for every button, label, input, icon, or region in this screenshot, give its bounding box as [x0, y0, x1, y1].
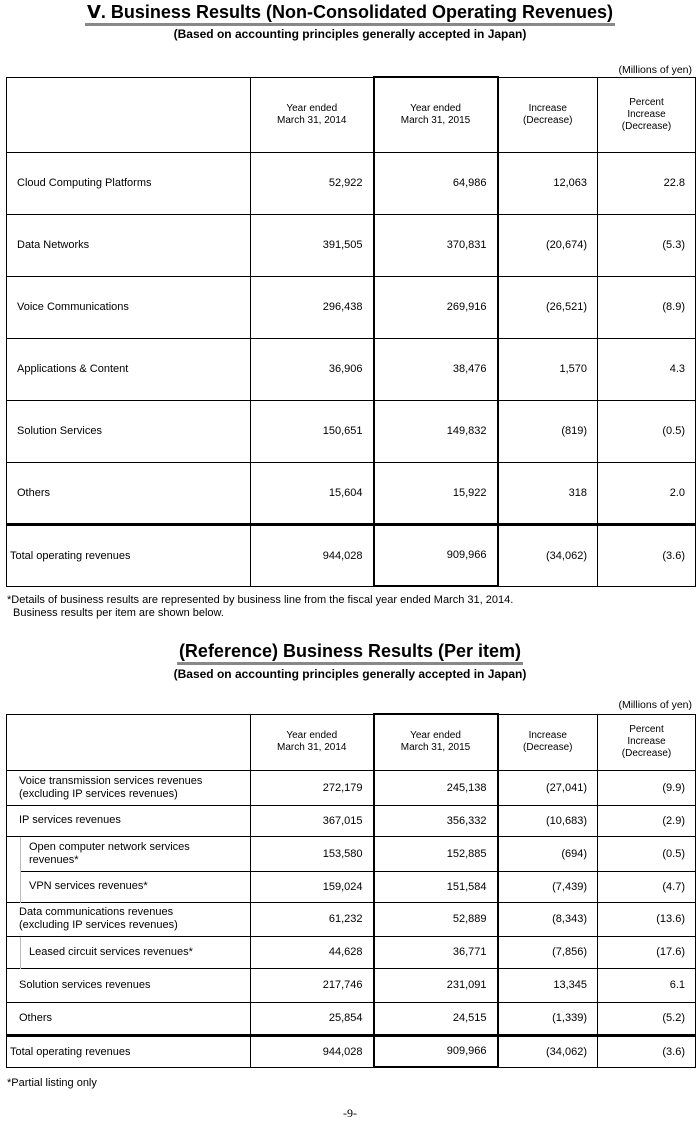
- value-increase: (27,041): [498, 770, 598, 805]
- value-increase: (26,521): [498, 276, 598, 338]
- row-label: Solution services revenues: [7, 968, 251, 1002]
- value-percent: (5.2): [598, 1002, 696, 1035]
- value-increase: (8,343): [498, 902, 598, 936]
- table-row: [7, 462, 696, 524]
- value-2015: 152,885: [374, 836, 498, 871]
- row-label: Total operating revenues: [7, 524, 251, 586]
- value-increase: (7,439): [498, 871, 598, 902]
- value-increase: (10,683): [498, 805, 598, 836]
- value-2015: 245,138: [374, 770, 498, 805]
- value-percent: (3.6): [598, 1035, 696, 1067]
- value-percent: (8.9): [598, 276, 696, 338]
- row-label: Leased circuit services revenues*: [21, 936, 251, 968]
- section2-footnote: *Partial listing only: [7, 1077, 97, 1089]
- table-row: [7, 902, 696, 936]
- section2-units: (Millions of yen): [618, 699, 692, 711]
- value-2014: 150,651: [251, 400, 374, 462]
- value-2014: 391,505: [251, 214, 374, 276]
- value-increase: (7,856): [498, 936, 598, 968]
- value-2015: 24,515: [374, 1002, 498, 1035]
- value-percent: 22.8: [598, 152, 696, 214]
- section1-units: (Millions of yen): [618, 64, 692, 76]
- header-percent: Percent Increase (Decrease): [598, 77, 696, 152]
- value-percent: (3.6): [598, 524, 696, 586]
- section2-title: (Reference) Business Results (Per item): [0, 641, 700, 662]
- value-increase: (819): [498, 400, 598, 462]
- page-number: -9-: [343, 1106, 357, 1120]
- value-percent: (5.3): [598, 214, 696, 276]
- row-label: Total operating revenues: [7, 1035, 251, 1067]
- value-increase: 13,345: [498, 968, 598, 1002]
- header-increase: Increase (Decrease): [498, 714, 598, 770]
- value-2015: 909,966: [374, 1035, 498, 1067]
- value-2015: 15,922: [374, 462, 498, 524]
- header-2015: Year ended March 31, 2015: [374, 77, 498, 152]
- value-increase: (1,339): [498, 1002, 598, 1035]
- total-row: [7, 1035, 696, 1067]
- table-row: [7, 1002, 696, 1035]
- table-row: [7, 338, 696, 400]
- value-2015: 52,889: [374, 902, 498, 936]
- table-row: [7, 276, 696, 338]
- row-label: VPN services revenues*: [21, 871, 251, 902]
- row-label: IP services revenues: [7, 805, 251, 836]
- value-percent: (9.9): [598, 770, 696, 805]
- value-2015: 370,831: [374, 214, 498, 276]
- value-2014: 944,028: [251, 524, 374, 586]
- value-2014: 944,028: [251, 1035, 374, 1067]
- value-percent: (2.9): [598, 805, 696, 836]
- table-row: [7, 968, 696, 1002]
- value-2014: 36,906: [251, 338, 374, 400]
- value-increase: (694): [498, 836, 598, 871]
- value-2014: 15,604: [251, 462, 374, 524]
- header-percent: Percent Increase (Decrease): [598, 714, 696, 770]
- section2-subtitle: (Based on accounting principles generally accepted in Japan): [173, 667, 527, 681]
- header-2015: Year ended March 31, 2015: [374, 714, 498, 770]
- section1-subtitle: (Based on accounting principles generally accepted in Japan): [173, 27, 527, 41]
- value-percent: (0.5): [598, 400, 696, 462]
- section2-table: [6, 713, 696, 1068]
- value-2015: 269,916: [374, 276, 498, 338]
- value-2015: 36,771: [374, 936, 498, 968]
- value-2015: 151,584: [374, 871, 498, 902]
- header-blank: [7, 77, 251, 152]
- row-label: Voice transmission services revenues (excluding IP services revenues): [7, 770, 251, 805]
- table-row-sub: [7, 936, 696, 968]
- total-row: [7, 524, 696, 586]
- row-label: Data communications revenues (excluding IP services revenues): [7, 902, 251, 936]
- table-row-sub: [7, 836, 696, 871]
- table-row: [7, 400, 696, 462]
- value-increase: 1,570: [498, 338, 598, 400]
- value-2014: 217,746: [251, 968, 374, 1002]
- row-label: Solution Services: [7, 400, 251, 462]
- value-2015: 231,091: [374, 968, 498, 1002]
- value-percent: (13.6): [598, 902, 696, 936]
- value-2015: 356,332: [374, 805, 498, 836]
- indent-spacer: [7, 836, 21, 902]
- value-2015: 38,476: [374, 338, 498, 400]
- value-2014: 159,024: [251, 871, 374, 902]
- table-header-row: [7, 77, 696, 152]
- row-label: Voice Communications: [7, 276, 251, 338]
- value-percent: (17.6): [598, 936, 696, 968]
- value-2015: 909,966: [374, 524, 498, 586]
- header-2014: Year ended March 31, 2014: [251, 77, 374, 152]
- value-2014: 25,854: [251, 1002, 374, 1035]
- value-2014: 367,015: [251, 805, 374, 836]
- table-row: [7, 152, 696, 214]
- value-2015: 149,832: [374, 400, 498, 462]
- value-percent: 6.1: [598, 968, 696, 1002]
- value-2014: 153,580: [251, 836, 374, 871]
- row-label: Open computer network services revenues*: [21, 836, 251, 871]
- table-row-sub: [7, 871, 696, 902]
- value-percent: 2.0: [598, 462, 696, 524]
- value-increase: (20,674): [498, 214, 598, 276]
- row-label: Others: [7, 462, 251, 524]
- value-2014: 61,232: [251, 902, 374, 936]
- table-header-row: [7, 714, 696, 770]
- table-row: [7, 805, 696, 836]
- value-2014: 296,438: [251, 276, 374, 338]
- header-blank: [7, 714, 251, 770]
- value-increase: 12,063: [498, 152, 598, 214]
- row-label: Applications & Content: [7, 338, 251, 400]
- value-increase: 318: [498, 462, 598, 524]
- section1-table: [6, 76, 696, 587]
- table-row: [7, 214, 696, 276]
- value-increase: (34,062): [498, 524, 598, 586]
- value-percent: (0.5): [598, 836, 696, 871]
- section1-footnote: *Details of business results are represented by business line from the fiscal year ended March 31, 2014. Business results per item are shown below.: [7, 594, 514, 619]
- section1-title: Ⅴ. Business Results (Non-Consolidated Operating Revenues): [0, 2, 700, 23]
- value-2015: 64,986: [374, 152, 498, 214]
- row-label: Cloud Computing Platforms: [7, 152, 251, 214]
- indent-spacer: [7, 936, 21, 968]
- value-2014: 44,628: [251, 936, 374, 968]
- value-2014: 272,179: [251, 770, 374, 805]
- value-percent: (4.7): [598, 871, 696, 902]
- value-percent: 4.3: [598, 338, 696, 400]
- table-row: [7, 770, 696, 805]
- row-label: Others: [7, 1002, 251, 1035]
- value-increase: (34,062): [498, 1035, 598, 1067]
- row-label: Data Networks: [7, 214, 251, 276]
- header-increase: Increase (Decrease): [498, 77, 598, 152]
- header-2014: Year ended March 31, 2014: [251, 714, 374, 770]
- value-2014: 52,922: [251, 152, 374, 214]
